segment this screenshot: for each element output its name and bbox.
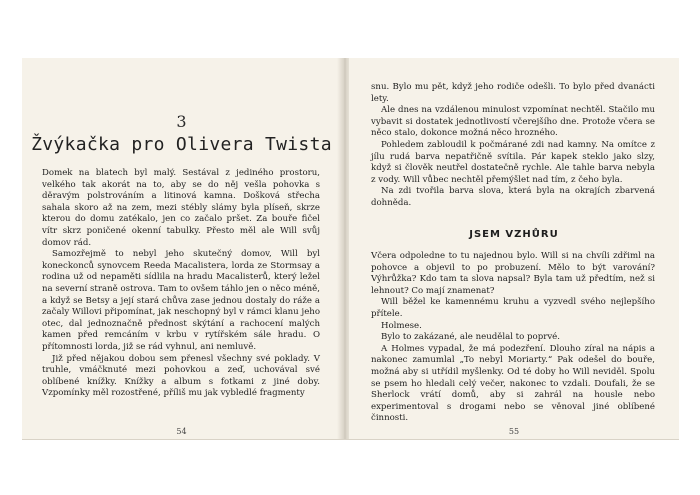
paragraph: Již před nějakou dobou sem přenesl všechny své poklady. V truhle, vmáčknuté mezi pohovkou a zeď, uchovával své oblíbené knížky. Knížky a album s fotkami z jiné doby. Vzpomínky měl rozostřené, příliš mu jak vybledlé fragmenty: [42, 353, 320, 399]
paragraph: Holmese.: [381, 320, 422, 331]
paragraph: Domek na blatech byl malý. Sestával z jediného prostoru, velkého tak akorát na to, aby se do něj vešla pohovka s děravým polstrováním a litinová kamna. Došková střecha sahala skoro až na zem, mezi stébly slámy byla plíseň, skrze kterou do domu zatékalo, jen co začalo pršet. Za bouře fičel vítr skrz poničené okenní tabulky. Přesto měl ale Will svůj domov rád.: [42, 168, 320, 248]
page-number-right: 55: [508, 427, 520, 436]
paragraph: Will běžel ke kamennému kruhu a vyzvedl svého nejlepšího přítele.: [371, 297, 655, 319]
scan-border-bottom: [22, 439, 679, 440]
paragraph: A Holmes vypadal, že má podezření. Dlouho zíral na nápis a nakonec zamumlal „To nebyl Moriarty.“ Pak odešel do bouře, možná aby si utřídil myšlenky. Od té doby ho Will neviděl. Spolu se psem ho hledali celý večer, nakonec to vzdali. Doufali, že se Sherlock vrátí domů, aby si zahrál na housle nebo experimentoval s drogami nebo se věnoval jiné oblíbené činnosti.: [371, 343, 655, 424]
page-number-left: 54: [176, 427, 187, 436]
right-page-body-top: [371, 82, 655, 210]
paragraph: Včera odpoledne to tu najednou bylo. Will si na chvíli zdřiml na pohovce a objevil to po probuzení. Mělo to být varování? Výhrůžka? Kdo tam ta slova napsal? Byla tam už předtím, než si lehnout? Co mají znamenat?: [371, 251, 655, 296]
paragraph: Ale dnes na vzdálenou minulost vzpomínat nechtěl. Stačilo mu vybavit si dostatek jednotlivostí včerejšího dne. Protože včera se něco stalo, dokonce možná něco hrozného.: [371, 105, 655, 139]
left-page: [22, 58, 341, 440]
paragraph: Na zdi tvořila barva slova, která byla na okrajích zbarvená dohněda.: [371, 186, 655, 208]
left-page-body: [42, 168, 320, 400]
paragraph: Pohledem zabloudil k počmárané zdi nad kamny. Na omítce z jílu rudá barva nepatřičně svítila. Pár kapek steklo jako slzy, když si člověk neutřel dostatečně rychle. Ale tahle barva nebyla z vody. Will vůbec nechtěl přemýšlet nad tím, z čeho byla.: [371, 139, 655, 185]
chapter-title: Žvýkačka pro Olivera Twista: [31, 134, 332, 155]
right-page: [349, 58, 679, 440]
right-page-body-bottom: [371, 251, 655, 425]
chapter-number: 3: [176, 112, 187, 131]
paragraph: Bylo to zakázané, ale neudělal to poprvé.: [381, 332, 561, 343]
paragraph: snu. Bylo mu pět, když jeho rodiče odešli. To bylo před dvanácti lety.: [371, 82, 655, 104]
section-heading: JSEM VZHŮRU: [469, 229, 559, 240]
paragraph: Samozřejmě to nebyl jeho skutečný domov, Will byl koneckonců synovcem Reeda Macalistera, lorda ze Stormsay a rodina už od nepaměti sídlila na hradu Macalisterů, který ležel na severní straně ostrova. Tam to ovšem táhlo jen o něco méně, a když se Betsy a její stará chůva zase jednou dostaly do ráže a začaly Willovi připomínat, jak neschopný byl v rámci klanu jeho otec, dal jednoznačně přednost skýtání a rachocení malých kamen před remcáním v krbu v rytířském sále hradu. O přítomnosti lorda, již se rád vyhnul, ani nemluvě.: [42, 249, 320, 352]
